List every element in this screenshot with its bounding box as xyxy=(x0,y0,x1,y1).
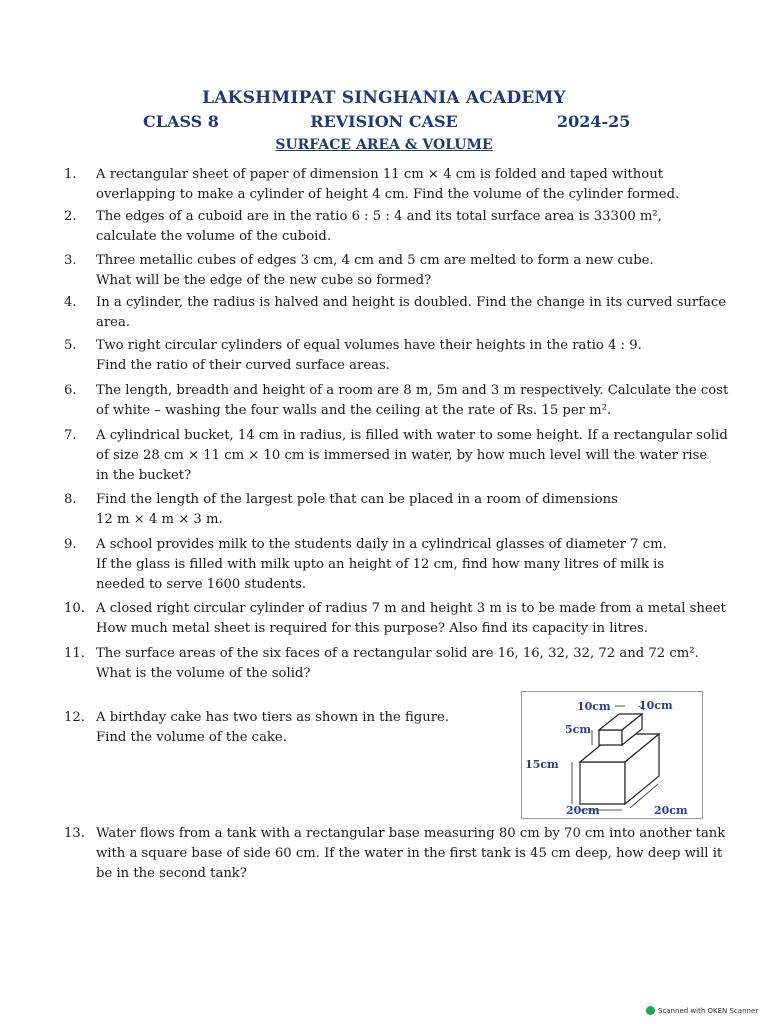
scanner-text: Scanned with OKEN Scanner xyxy=(658,1006,759,1015)
question-text: overlapping to make a cylinder of height 4 cm. Find the volume of the cylinder formed. xyxy=(96,187,680,202)
question-text: The length, breadth and height of a room are 8 m, 5m and 3 m respectively. Calculate the cost xyxy=(96,383,729,398)
question-text: 12 m × 4 m × 3 m. xyxy=(96,512,223,527)
question-text: What is the volume of the solid? xyxy=(96,666,311,681)
question-text: calculate the volume of the cuboid. xyxy=(96,229,332,244)
question-number: 9. xyxy=(64,537,77,552)
session-year: 2024-25 xyxy=(557,112,631,131)
label-top-height: 5cm xyxy=(565,723,591,736)
question-text: A birthday cake has two tiers as shown in the figure. xyxy=(96,710,449,725)
scanner-logo-icon xyxy=(646,1006,655,1015)
question-text: Water flows from a tank with a rectangular base measuring 80 cm by 70 cm into another tank xyxy=(96,826,726,841)
question-text: A closed right circular cylinder of radius 7 m and height 3 m is to be made from a metal sheet xyxy=(96,601,726,616)
question-text: Two right circular cylinders of equal volumes have their heights in the ratio 4 : 9. xyxy=(96,338,642,353)
question-number: 4. xyxy=(64,295,77,310)
question-number: 10. xyxy=(64,601,85,616)
question-number: 2. xyxy=(64,209,77,224)
class-label: CLASS 8 xyxy=(143,112,219,131)
question-text: needed to serve 1600 students. xyxy=(96,577,307,592)
label-bottom-left: 20cm xyxy=(566,804,600,817)
question-text: of white – washing the four walls and the ceiling at the rate of Rs. 15 per m². xyxy=(96,403,612,418)
question-text: How much metal sheet is required for this purpose? Also find its capacity in litres. xyxy=(96,621,648,636)
subject-title: SURFACE AREA & VOLUME xyxy=(275,137,493,153)
question-text: area. xyxy=(96,315,131,330)
question-text: What will be the edge of the new cube so formed? xyxy=(96,273,432,288)
question-number: 3. xyxy=(64,253,77,268)
question-text: in the bucket? xyxy=(96,468,192,483)
question-text: with a square base of side 60 cm. If the water in the first tank is 45 cm deep, how deep will it xyxy=(96,846,723,861)
question-number: 8. xyxy=(64,492,77,507)
question-text: If the glass is filled with milk upto an height of 12 cm, find how many litres of milk is xyxy=(96,557,665,572)
bottom-tier-front xyxy=(580,762,625,804)
scanner-watermark xyxy=(646,1006,758,1015)
question-number: 7. xyxy=(64,428,77,443)
school-name: LAKSHMIPAT SINGHANIA ACADEMY xyxy=(202,88,566,108)
cake-diagram xyxy=(522,692,704,820)
question-text: of size 28 cm × 11 cm × 10 cm is immersed in water, by how much level will the water rise xyxy=(96,448,708,463)
question-number: 1. xyxy=(64,167,77,182)
question-number: 12. xyxy=(64,710,85,725)
question-number: 5. xyxy=(64,338,77,353)
question-text: A cylindrical bucket, 14 cm in radius, is filled with water to some height. If a rectangular solid xyxy=(96,428,728,443)
question-text: Three metallic cubes of edges 3 cm, 4 cm and 5 cm are melted to form a new cube. xyxy=(96,253,654,268)
worksheet-title: REVISION CASE xyxy=(310,112,458,131)
question-text: A rectangular sheet of paper of dimension 11 cm × 4 cm is folded and taped without xyxy=(96,167,663,182)
question-number: 13. xyxy=(64,826,85,841)
question-text: Find the length of the largest pole that can be placed in a room of dimensions xyxy=(96,492,618,507)
question-text: Find the volume of the cake. xyxy=(96,730,287,745)
label-bottom-height: 15cm xyxy=(525,758,559,771)
question-text: A school provides milk to the students daily in a cylindrical glasses of diameter 7 cm. xyxy=(96,537,667,552)
cake-figure xyxy=(521,691,703,819)
question-text: The edges of a cuboid are in the ratio 6 : 5 : 4 and its total surface area is 33300 m², xyxy=(96,209,662,224)
label-top-right: 10cm xyxy=(639,699,673,712)
top-tier-front xyxy=(599,730,622,745)
question-text: In a cylinder, the radius is halved and height is doubled. Find the change in its curved surface xyxy=(96,295,727,310)
label-bottom-right: 20cm xyxy=(654,804,688,817)
label-top-left: 10cm xyxy=(577,700,611,713)
question-text: Find the ratio of their curved surface areas. xyxy=(96,358,390,373)
question-text: be in the second tank? xyxy=(96,866,247,881)
question-number: 11. xyxy=(64,646,85,661)
question-text: The surface areas of the six faces of a rectangular solid are 16, 16, 32, 32, 72 and 72 cm². xyxy=(96,646,699,661)
question-number: 6. xyxy=(64,383,77,398)
